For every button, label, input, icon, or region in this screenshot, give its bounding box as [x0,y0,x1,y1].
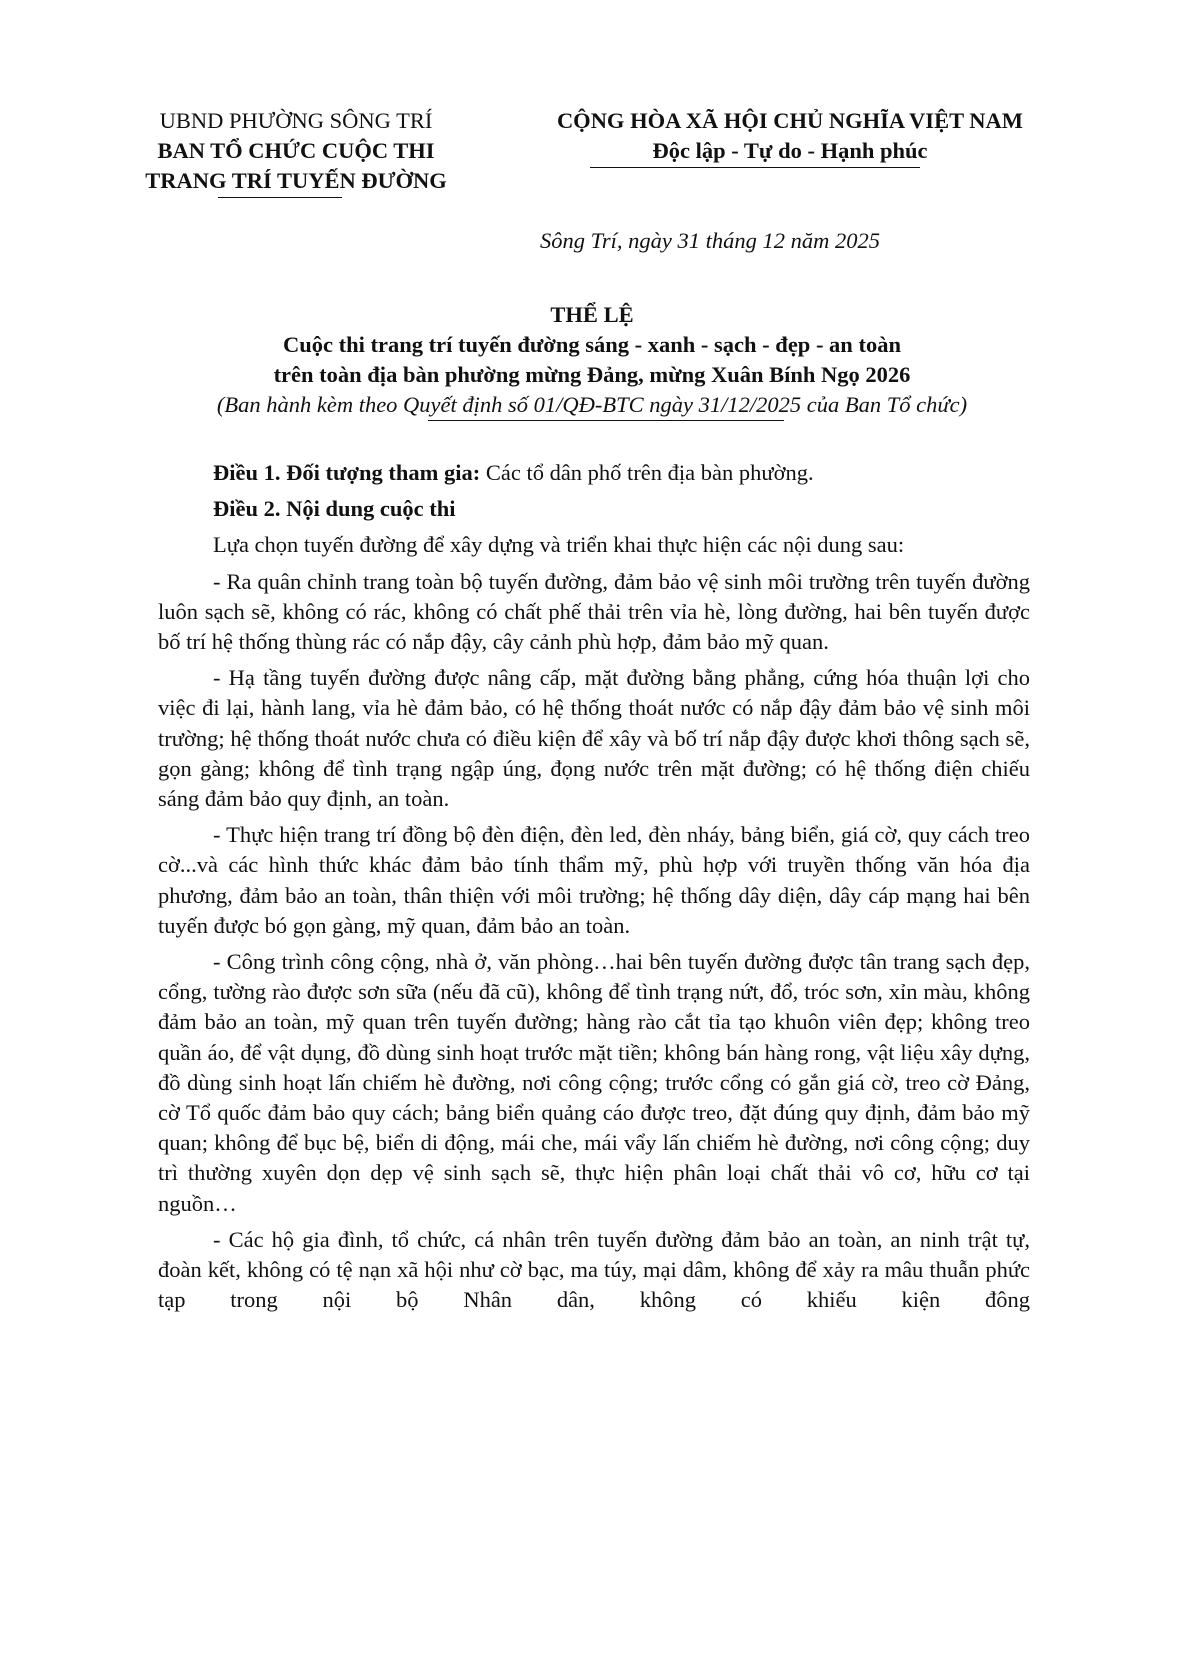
issuing-authority [118,106,474,196]
title-main: THỂ LỆ [550,302,634,327]
article-1 [158,458,1030,488]
paragraph: - Hạ tầng tuyến đường được nâng cấp, mặt đường bằng phẳng, cứng hóa thuận lợi cho việc đi lại, hành lang, vỉa hè đảm bảo, có hệ thống thoát nước có nắp đậy đảm bảo vệ sinh môi trường; hệ thống thoát nước chưa có điều kiện để xây và bố trí nắp đậy được khơi thông sạch sẽ, gọn gàng; không để tình trạng ngập úng, đọng nước trên mặt đường; có hệ thống điện chiếu sáng đảm bảo quy định, an toàn. [158,665,1030,812]
document-body [158,458,1030,1321]
national-motto [500,106,1080,166]
article-1-text: Các tổ dân phố trên địa bàn phường. [480,460,814,485]
paragraph: - Công trình công cộng, nhà ở, văn phòng…hai bên tuyến đường được tân trang sạch đẹp, cổng, tường rào được sơn sữa (nếu đã cũ), không để tình trạng nứt, đổ, tróc sơn, xỉn màu, không đảm bảo an toàn, mỹ quan trên tuyến đường; hàng rào cắt tỉa tạo khuôn viên đẹp; không treo quần áo, để vật dụng, đồ dùng sinh hoạt trước mặt tiền; không bán hàng rong, vật liệu xây dựng, đồ dùng sinh hoạt lấn chiếm hè đường, nơi công cộng; trước cổng có gắn giá cờ, treo cờ Đảng, cờ Tổ quốc đảm bảo quy cách; bảng biển quảng cáo được treo, đặt đúng quy định, đảm bảo mỹ quan; không để bục bệ, biển di động, mái che, mái vẩy lấn chiếm hè đường, nơi công cộng; duy trì thường xuyên dọn dẹp vệ sinh sạch sẽ, thực hiện phân loại chất thải vô cơ, hữu cơ tại nguồn… [158,949,1030,1216]
authority-line-2: BAN TỔ CHỨC CUỘC THI [157,138,435,163]
divider [218,197,342,198]
paragraph: Lựa chọn tuyến đường để xây dựng và triển khai thực hiện các nội dung sau: [213,532,905,558]
document-title [120,300,1064,420]
title-line-2: trên toàn địa bàn phường mừng Đảng, mừng Xuân Bính Ngọ 2026 [273,362,911,387]
divider [428,420,784,421]
paragraph: - Thực hiện trang trí đồng bộ đèn điện, đèn led, đèn nháy, bảng biển, giá cờ, quy cách treo cờ...và các hình thức khác đảm bảo tính thẩm mỹ, phù hợp với truyền thống văn hóa địa phương, đảm bảo an toàn, thân thiện với môi trường; hệ thống dây diện, dây cáp mạng hai bên tuyến được bó gọn gàng, mỹ quan, đảm bảo an toàn. [158,822,1030,938]
authority-line-1: UBND PHƯỜNG SÔNG TRÍ [159,108,433,133]
article-1-heading: Điều 1. Đối tượng tham gia: [213,460,481,485]
article-2-heading: Điều 2. Nội dung cuộc thi [213,496,456,522]
authority-line-3: TRANG TRÍ TUYẾN ĐƯỜNG [145,168,447,193]
document-date: Sông Trí, ngày 31 tháng 12 năm 2025 [540,228,881,253]
motto: Độc lập - Tự do - Hạnh phúc [652,138,928,163]
paragraph: - Các hộ gia đình, tổ chức, cá nhân trên tuyến đường đảm bảo an toàn, an ninh trật tự, đoàn kết, không có tệ nạn xã hội như cờ bạc, ma túy, mại dâm, không để xảy ra mâu thuẫn phức tạp trong nội bộ Nhân dân, không có khiếu kiện đông [158,1226,1030,1313]
title-line-1: Cuộc thi trang trí tuyến đường sáng - xanh - sạch - đẹp - an toàn [283,332,901,357]
title-note: (Ban hành kèm theo Quyết định số 01/QĐ-BTC ngày 31/12/2025 của Ban Tổ chức) [216,392,968,417]
country-name: CỘNG HÒA XÃ HỘI CHỦ NGHĨA VIỆT NAM [556,108,1024,133]
paragraph: - Ra quân chỉnh trang toàn bộ tuyến đường, đảm bảo vệ sinh môi trường trên tuyến đường luôn sạch sẽ, không có rác, không có chất phế thải trên vỉa hè, lòng đường, hai bên tuyến được bố trí hệ thống thùng rác có nắp đậy, cây cảnh phù hợp, đảm bảo mỹ quan. [158,568,1030,655]
divider [590,167,920,168]
